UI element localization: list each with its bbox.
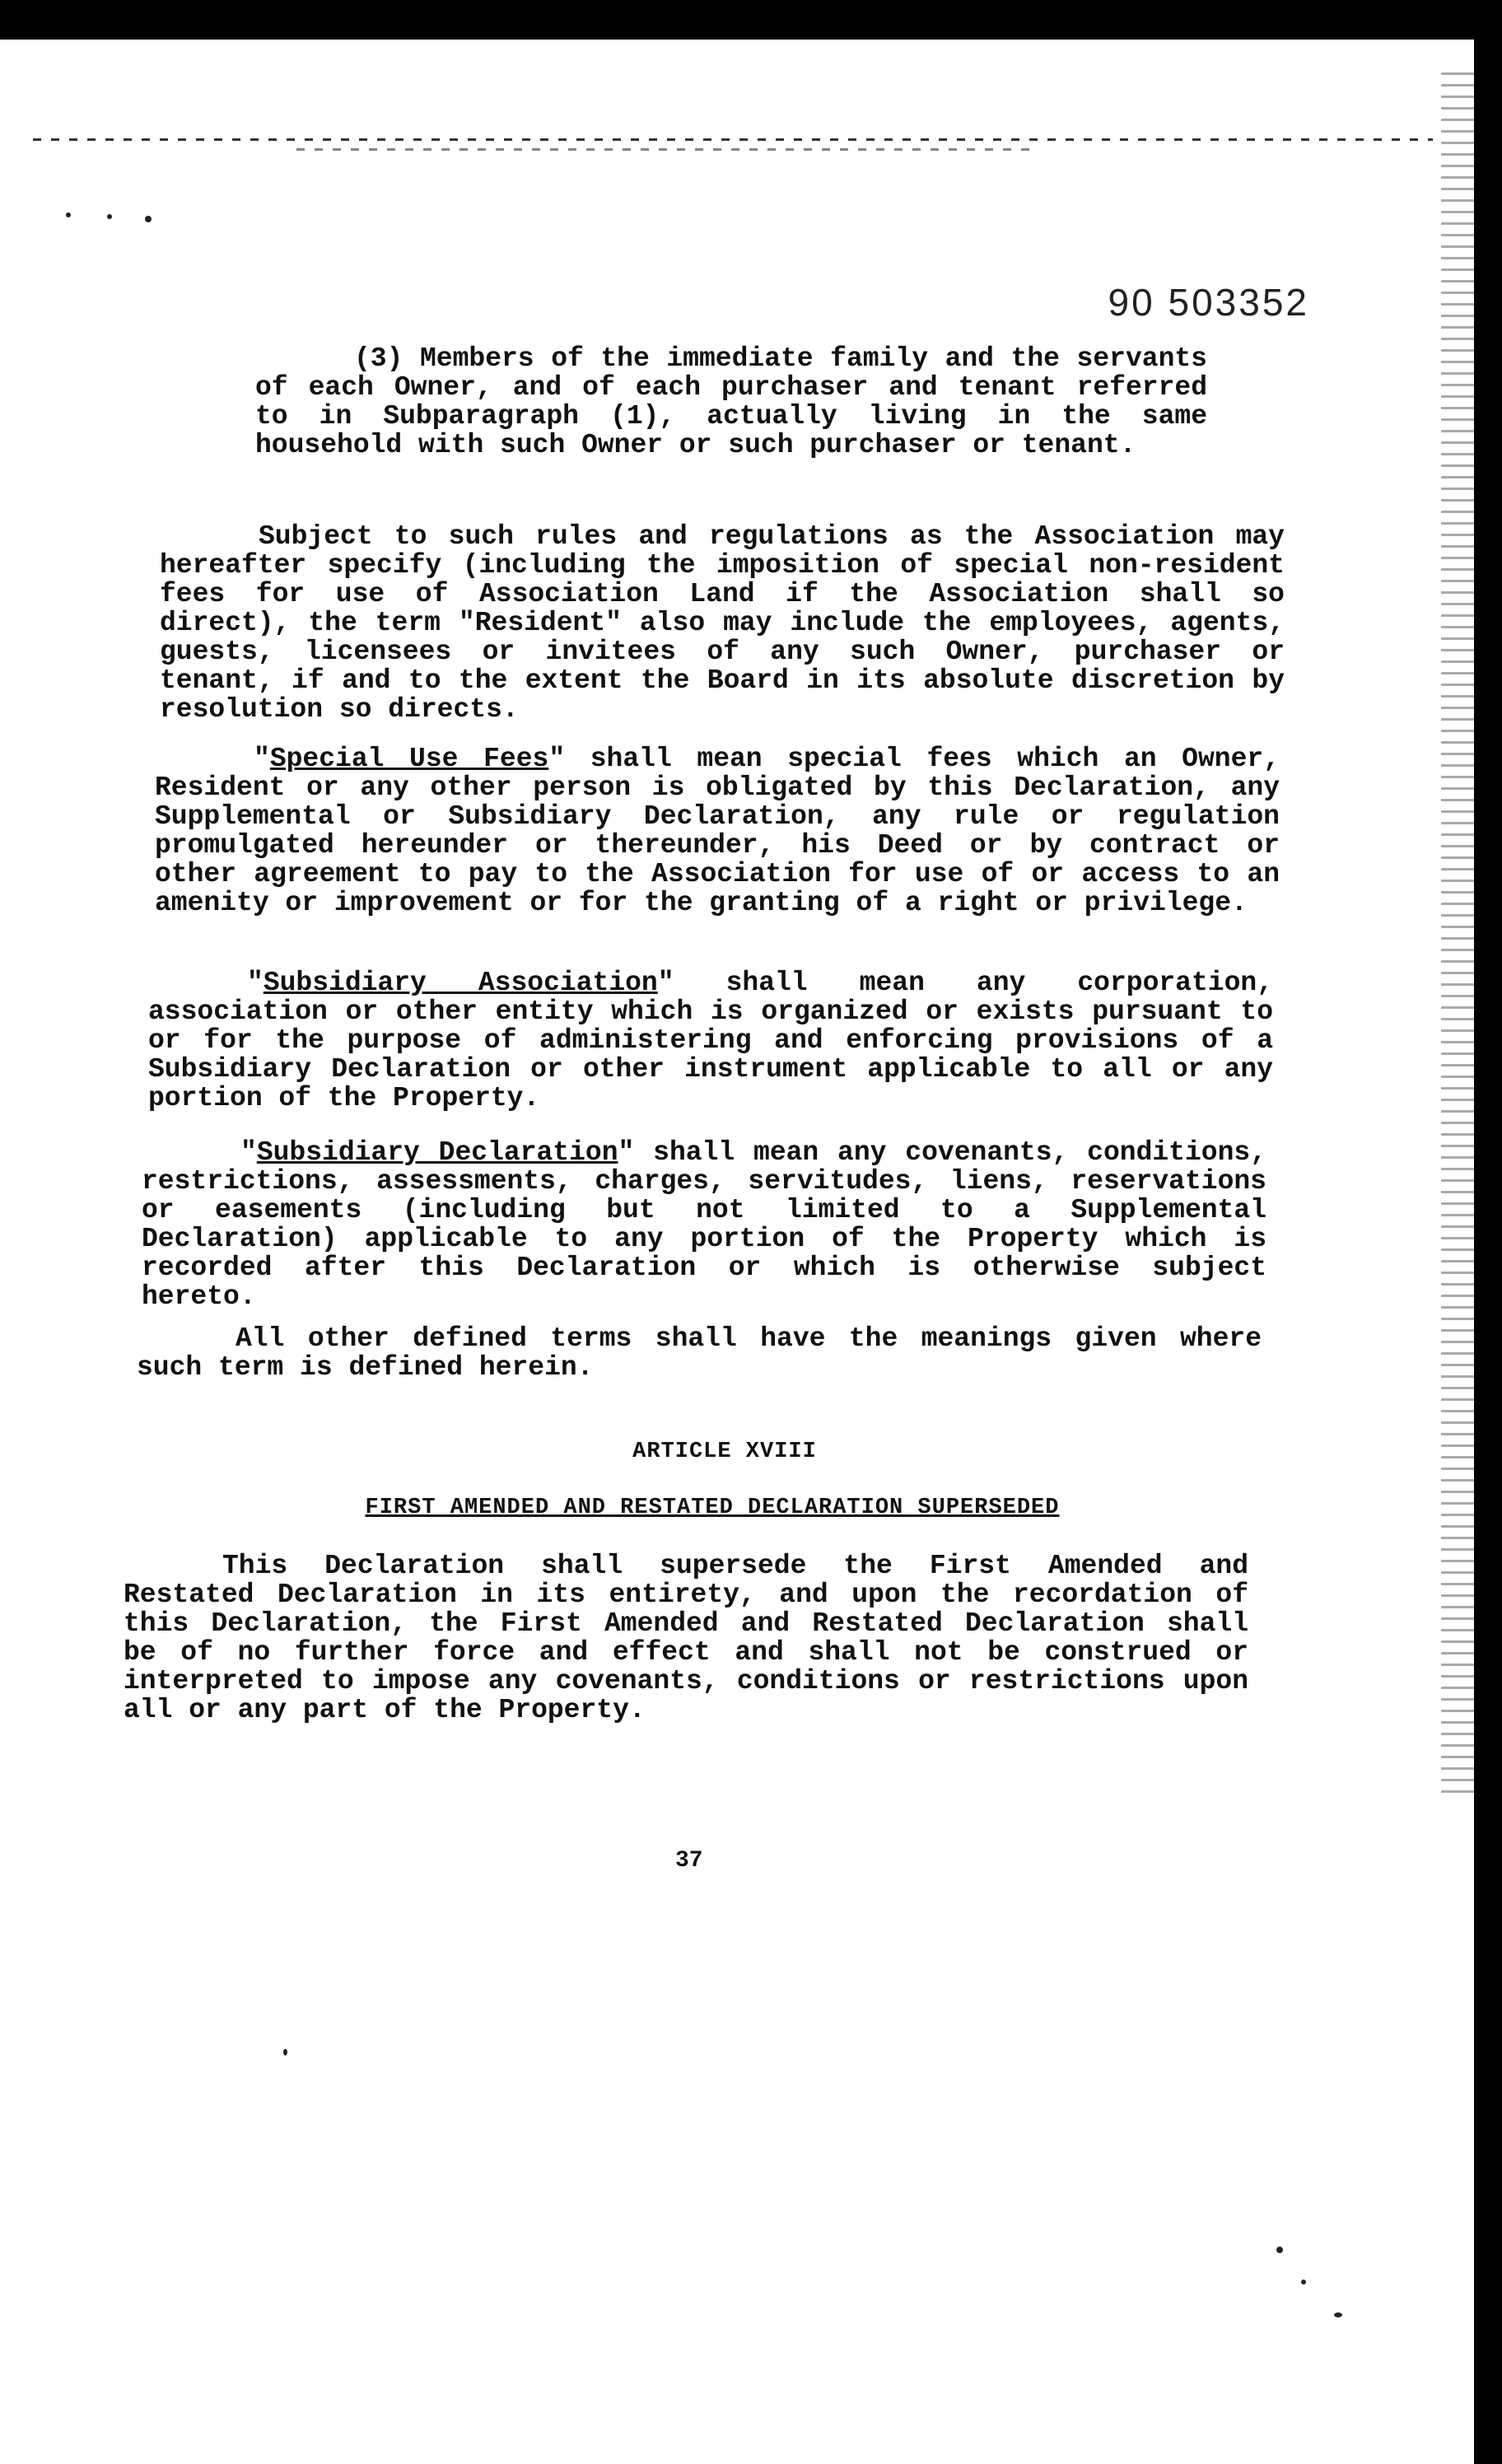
scan-speck — [145, 216, 152, 222]
scan-speck — [1301, 2280, 1306, 2284]
quote-close: " — [548, 744, 566, 774]
scan-artifact-edge — [1441, 72, 1474, 1802]
paragraph-resident-text: Subject to such rules and regulations as the Association may hereafter specify (including the imposition of special non-resident fees for use of Association Land if the Association shall so direct), the term "Resident" also may include the employees, agents, guests, licensees or invitees of any such Owner, purchaser or tenant, if and to the extent the Board in its absolute discretion by resolution so directs. — [160, 521, 1285, 725]
definition-special-use-fees-text — [155, 744, 1280, 917]
scan-speck — [66, 212, 71, 217]
quote-close: " — [618, 1137, 635, 1168]
quote-open: " — [240, 1137, 257, 1168]
definition-text: shall mean special fees which an Owner, Resident or any other person is obligated by this Declaration, any Supplemental or Subsidiary Declaration, any rule or regulation promulgated hereunder or thereunder, his Deed or by contract or other agreement to pay to the Association for use of or access to an amenity or improvement or for the granting of a right or privilege. — [155, 744, 1280, 918]
paragraph-other-terms-text: All other defined terms shall have the meanings given where such term is defined herein. — [137, 1323, 1262, 1383]
scan-speck — [1276, 2247, 1283, 2253]
definition-text: shall mean any corporation, association or other entity which is organized or exists pursuant to or for the purpose of administering and enforcing provisions of a Subsidiary Declaration or other instrument applicable to all or any portion of the Property. — [148, 968, 1274, 1113]
document-number: 90 503352 — [1108, 281, 1309, 324]
quote-open: " — [254, 744, 270, 774]
scan-speck — [283, 2049, 287, 2056]
article-number: ARTICLE XVIII — [632, 1440, 817, 1464]
paragraph-members — [255, 344, 1207, 460]
scan-speck — [107, 214, 112, 219]
definition-subsidiary-declaration-text — [142, 1138, 1266, 1311]
defined-term-subsidiary-association: Subsidiary Association — [263, 968, 658, 998]
paragraph-supersede-text: This Declaration shall supersede the First Amended and Restated Declaration in its entirety, and upon the recordation of this Declaration, the First Amended and Restated Declaration shall be of no further force and effect and shall not be construed or interpreted to impose any covenants, conditions or restrictions upon all or any part of the Property. — [124, 1551, 1248, 1725]
document-page — [0, 40, 1474, 2464]
paragraph-other-terms — [137, 1324, 1262, 1382]
definition-text: shall mean any covenants, conditions, restrictions, assessments, charges, servitudes, liens, reservations or easements (including but not limited to a Supplemental Declaration) applicable to any portion of the Property which is recorded after this Declaration or which is otherwise subject hereto. — [142, 1137, 1266, 1312]
page-number: 37 — [675, 1848, 703, 1874]
paragraph-members-text: (3) Members of the immediate family and the servants of each Owner, and of each purchaser and tenant referred to in Subparagraph (1), actually living in the same household with such Owner or such purchaser or tenant. — [255, 343, 1207, 460]
definition-subsidiary-association — [148, 968, 1273, 1113]
definition-special-use-fees — [155, 744, 1280, 917]
scan-artifact-line — [33, 138, 1433, 141]
scan-artifact-line — [296, 148, 1038, 151]
defined-term-special-use-fees: Special Use Fees — [269, 744, 549, 774]
quote-close: " — [657, 968, 674, 998]
definition-subsidiary-association-text — [148, 968, 1273, 1113]
paragraph-resident — [160, 522, 1285, 724]
quote-open: " — [247, 968, 264, 998]
definition-subsidiary-declaration — [142, 1138, 1266, 1311]
article-heading: FIRST AMENDED AND RESTATED DECLARATION SUPERSEDED — [365, 1496, 1060, 1520]
paragraph-supersede — [124, 1552, 1248, 1724]
scan-speck — [1334, 2312, 1342, 2317]
defined-term-subsidiary-declaration: Subsidiary Declaration — [256, 1137, 618, 1168]
